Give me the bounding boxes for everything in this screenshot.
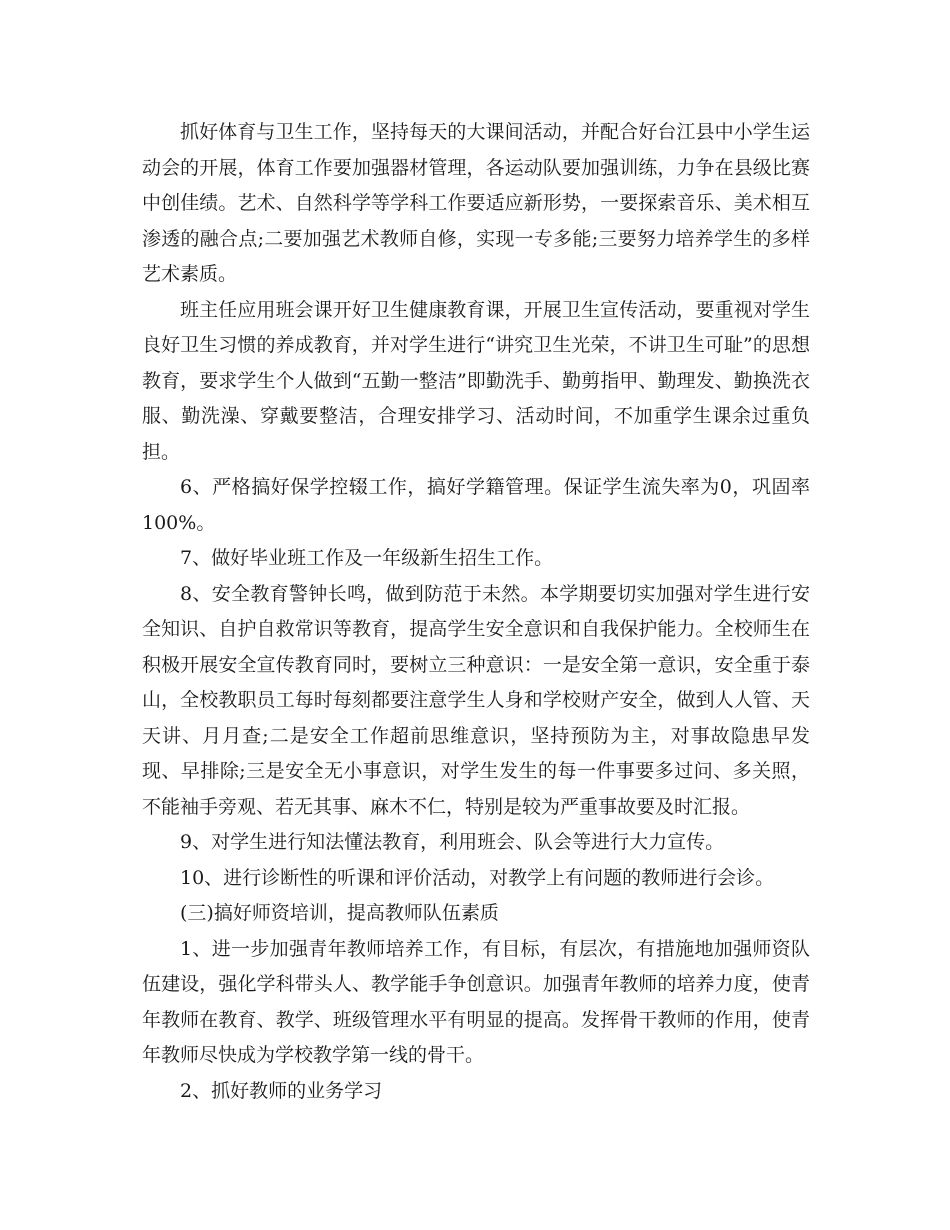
document-body xyxy=(142,115,810,1109)
paragraph-item-10: 10、进行诊断性的听课和评价活动，对教学上有问题的教师进行会诊。 xyxy=(180,866,775,889)
section-heading-teacher-training: (三)搞好师资培训，提高教师队伍素质 xyxy=(180,902,499,924)
paragraph-sports-hygiene: 抓好体育与卫生工作，坚持每天的大课间活动，并配合好台江县中小学生运动会的开展，体育工作要加强器材管理，各运动队要加强训练，力争在县级比赛中创佳绩。艺术、自然科学等学科工作要适应新形势，一要探索音乐、美术相互渗透的融合点;二要加强艺术教师自修，实现一专多能;三要努力培养学生的多样艺术素质。 xyxy=(142,121,810,285)
paragraph-training-item-2: 2、抓好教师的业务学习 xyxy=(180,1079,383,1102)
paragraph-item-6: 6、严格搞好保学控辍工作，搞好学籍管理。保证学生流失率为0，巩固率100%。 xyxy=(142,476,810,534)
paragraph-training-item-1: 1、进一步加强青年教师培养工作，有目标，有层次，有措施地加强师资队伍建设，强化学科带头人、教学能手争创意识。加强青年教师的培养力度，使青年教师在教育、教学、班级管理水平有明显的提高。发挥骨干教师的作用，使青年教师尽快成为学校教学第一线的骨干。 xyxy=(142,937,810,1066)
paragraph-item-7: 7、做好毕业班工作及一年级新生招生工作。 xyxy=(180,547,554,569)
paragraph-item-9: 9、对学生进行知法懂法教育，利用班会、队会等进行大力宣传。 xyxy=(180,831,725,853)
paragraph-item-8: 8、安全教育警钟长鸣，做到防范于未然。本学期要切实加强对学生进行安全知识、自护自救常识等教育，提高学生安全意识和自我保护能力。全校师生在积极开展安全宣传教育同时，要树立三种意识：一是安全第一意识，安全重于泰山，全校教职员工每时每刻都要注意学生人身和学校财产安全，做到人人管、天天讲、月月查;二是安全工作超前思维意识，坚持预防为主，对事故隐患早发现、早排除;三是安全无小事意识，对学生发生的每一件事要多过问、多关照，不能袖手旁观、若无其事、麻木不仁，特别是较为严重事故要及时汇报。 xyxy=(142,582,810,818)
paragraph-head-teacher-health: 班主任应用班会课开好卫生健康教育课，开展卫生宣传活动，要重视对学生良好卫生习惯的养成教育，并对学生进行“讲究卫生光荣，不讲卫生可耻”的思想教育，要求学生个人做到“五勤一整洁”即勤洗手、勤剪指甲、勤理发、勤换洗衣服、勤洗澡、穿戴要整洁，合理安排学习、活动时间，不加重学生课余过重负担。 xyxy=(142,298,810,463)
